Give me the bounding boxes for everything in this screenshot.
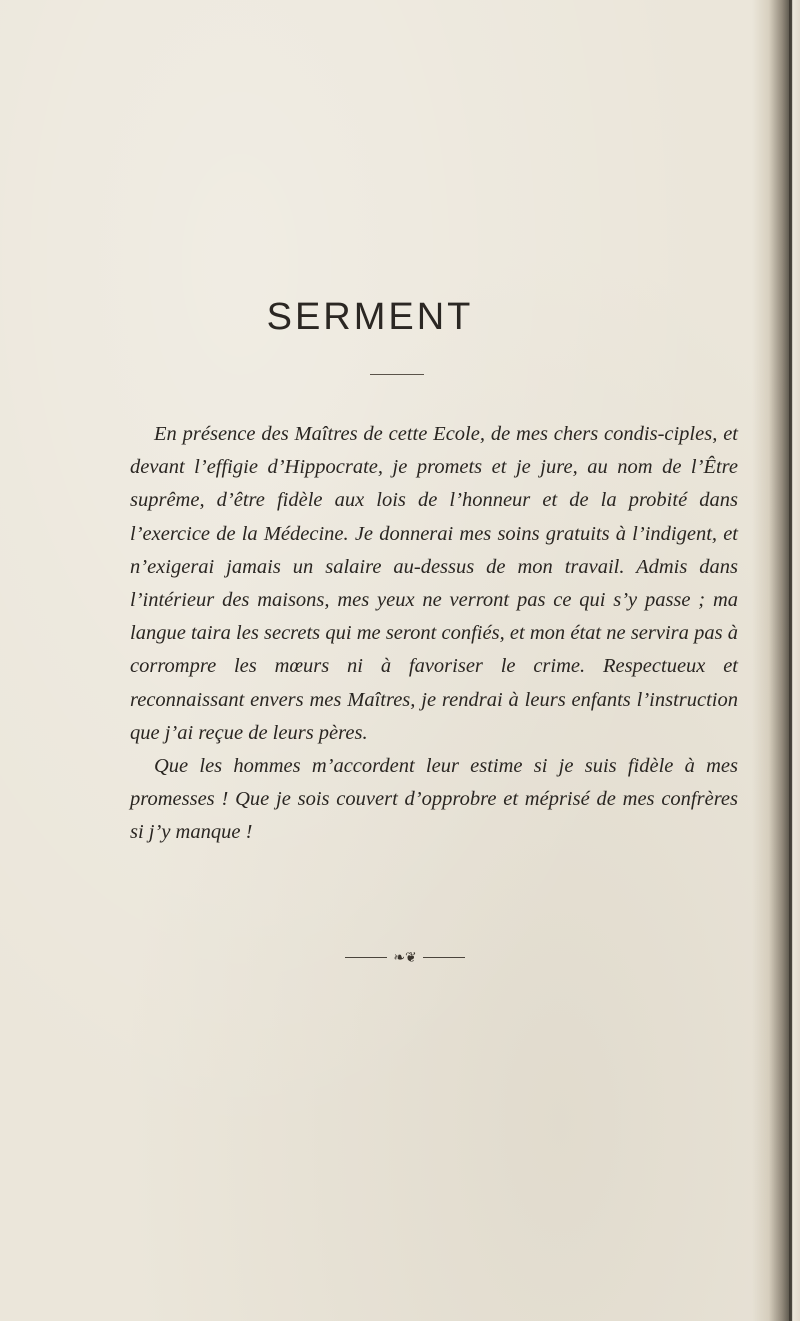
book-page-edge	[789, 0, 792, 1321]
title-divider	[370, 374, 424, 375]
ornament-right-line	[423, 957, 465, 958]
oath-paragraph-1: En présence des Maîtres de cette Ecole, de mes chers condis-ciples, et devant l’effigie d’Hippocrate, je promets et je jure, au nom de l’Être suprême, d’être fidèle aux lois de l’honneur et de la probité dans l’exercice de la Médecine. Je donnerai mes soins gratuits à l’indigent, et n’exigerai jamais un salaire au-dessus de mon travail. Admis dans l’intérieur des maisons, mes yeux ne verront pas ce qui s’y passe ; ma langue taira les secrets qui me seront confiés, et mon état ne servira pas à corrompre les mœurs ni à favoriser le crime. Respectueux et reconnaissant envers mes Maîtres, je rendrai à leurs enfants l’instruction que j’ai reçue de leurs pères.	[130, 423, 738, 744]
ornament-left-line	[345, 957, 387, 958]
oath-text	[130, 418, 738, 850]
end-ornament	[345, 950, 465, 966]
oath-paragraph-2: Que les hommes m’accordent leur estime si je suis fidèle à mes promesses ! Que je sois couvert d’opprobre et méprisé de mes confrères si j’y manque !	[130, 755, 738, 844]
ornament-glyph: ❧❦	[393, 950, 417, 966]
page-title: SERMENT	[266, 296, 474, 338]
book-gutter-shadow	[752, 0, 800, 1321]
